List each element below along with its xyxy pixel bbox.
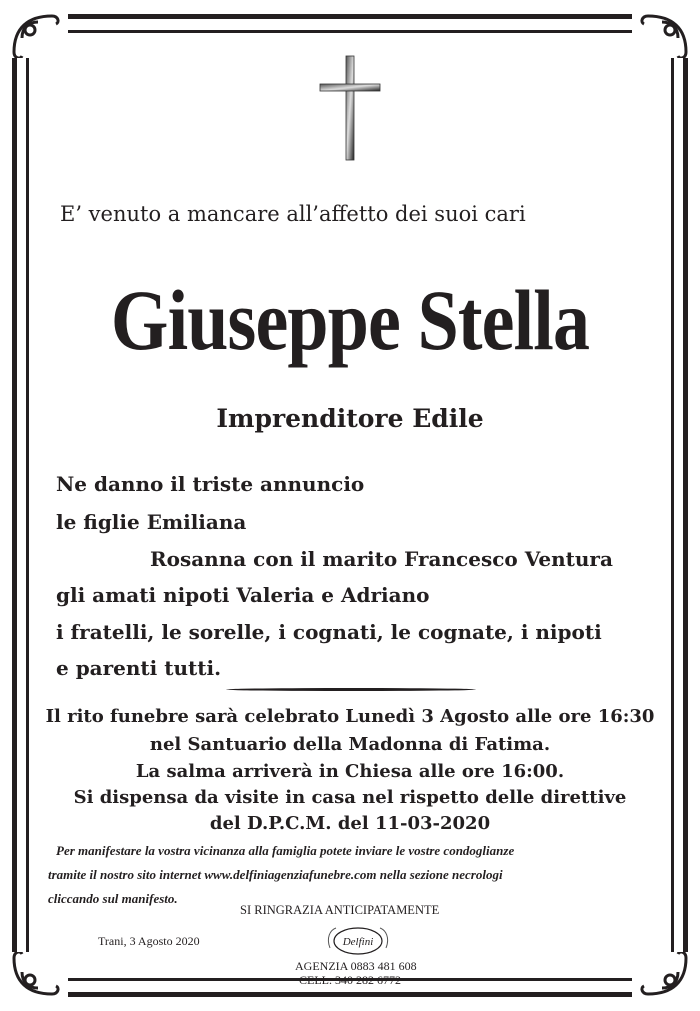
agency-phone: AGENZIA 0883 481 608 [295, 959, 417, 973]
corner-ornament-icon [8, 8, 68, 58]
announcement-line: i fratelli, le sorelle, i cognati, le cognate, i nipoti [56, 620, 602, 644]
announcement-line: e parenti tutti. [56, 656, 222, 680]
announcement-line: gli amati nipoti Valeria e Adriano [56, 583, 430, 607]
thanks-text: SI RINGRAZIA ANTICIPATAMENTE [240, 903, 440, 917]
funeral-line: Si dispensa da visite in casa nel rispetto delle direttive [73, 787, 627, 808]
announcement-line: Ne danno il triste annuncio [56, 472, 365, 496]
agency-logo [322, 924, 394, 958]
funeral-line: del D.P.C.M. del 11-03-2020 [209, 813, 491, 834]
cell-phone: CELL. 340 282 6772 [299, 973, 401, 987]
funeral-line: nel Santuario della Madonna di Fatima. [149, 734, 551, 755]
corner-ornament-icon [8, 952, 68, 1002]
funeral-line: La salma arriverà in Chiesa alle ore 16:00. [135, 761, 565, 782]
intro-text: E’ venuto a mancare all’affetto dei suoi cari [60, 202, 526, 226]
announcement-line: Rosanna con il marito Francesco Ventura [150, 547, 613, 571]
condolence-line: Per manifestare la vostra vicinanza alla famiglia potete inviare le vostre condoglianze [56, 843, 515, 858]
announcement-line: le figlie Emiliana [56, 510, 247, 534]
cross-icon [318, 54, 382, 164]
profession: Imprenditore Edile [216, 404, 484, 433]
corner-ornament-icon [632, 952, 692, 1002]
deceased-name: Giuseppe Stella [110, 272, 590, 368]
condolence-line: tramite il nostro sito internet www.delfiniagenziafunebre.com nella sezione necrologi [48, 867, 503, 882]
corner-ornament-icon [632, 8, 692, 58]
logo-text: Delfini [342, 936, 374, 948]
divider [226, 688, 476, 691]
inner-border [26, 30, 674, 981]
condolence-line: cliccando sul manifesto. [48, 891, 178, 906]
place-date: Trani, 3 Agosto 2020 [98, 934, 200, 948]
funeral-line: Il rito funebre sarà celebrato Lunedì 3 Agosto alle ore 16:30 [45, 706, 655, 727]
